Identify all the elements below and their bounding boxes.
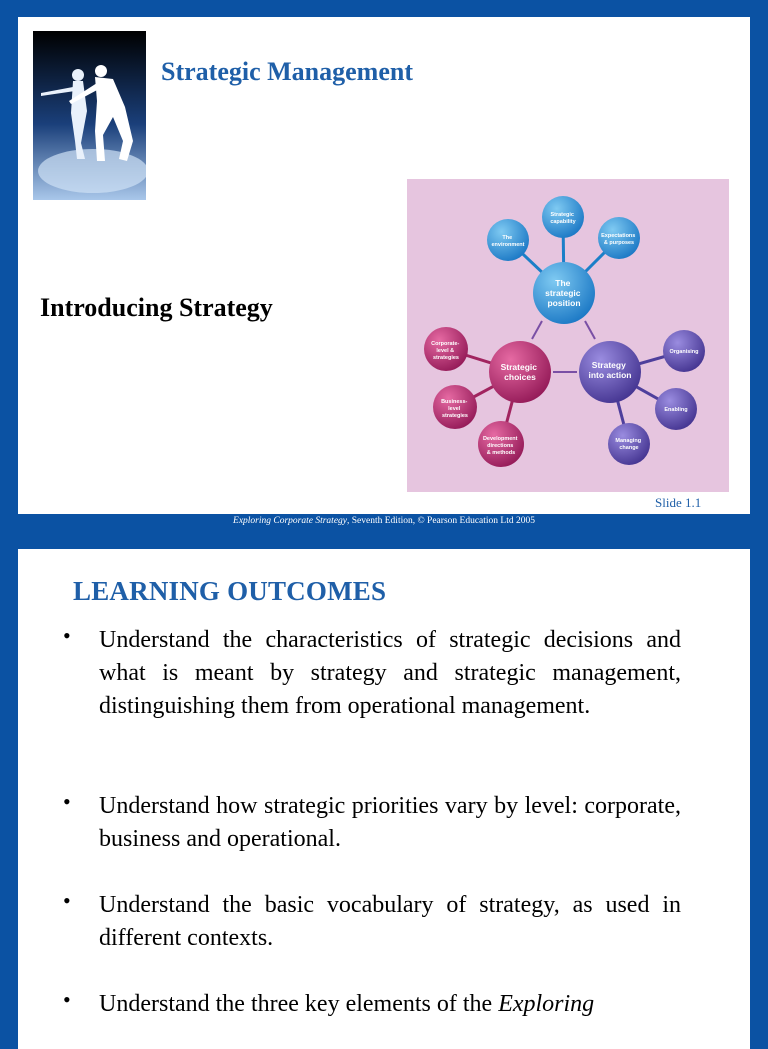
node-enabling: Enabling xyxy=(664,407,688,413)
node-strategic-capability: Strategic capability xyxy=(550,212,576,225)
bullet-text: Understand the three key elements of the Exploring xyxy=(99,991,595,1017)
node-organising: Organising xyxy=(669,349,699,355)
presentation-title: Strategic Management xyxy=(161,57,413,86)
node-strategic-choices: Strategic choices xyxy=(500,362,537,382)
bullet-marker: • xyxy=(63,623,71,648)
footer-edition-text: , Seventh Edition, © Pearson Education Ltd 2005 xyxy=(347,516,535,526)
bullet-text: Understand how strategic priorities vary by level: corporate, business and operational. xyxy=(99,793,681,852)
slide-1 xyxy=(18,17,750,514)
node-the-environment: The environment xyxy=(491,235,525,248)
node-expectations-purposes: Expectations & purposes xyxy=(601,233,636,246)
strategy-model-diagram xyxy=(407,179,729,492)
node-strategy-into-action: Strategy into action xyxy=(588,360,632,380)
fencing-photo xyxy=(33,31,146,200)
node-corporate-level: Corporate- level & strategies xyxy=(431,341,460,361)
slide-2 xyxy=(18,549,750,1049)
slide-number: Slide 1.1 xyxy=(655,495,702,510)
node-business-level: Business- level strategies xyxy=(441,399,468,419)
bullet-marker: • xyxy=(63,789,71,814)
bullet-marker: • xyxy=(63,888,71,913)
node-strategic-position: The strategic position xyxy=(545,278,581,308)
learning-outcomes-heading: LEARNING OUTCOMES xyxy=(73,576,387,606)
bullet-text: Understand the basic vocabulary of strategy, as used in different contexts. xyxy=(99,892,681,951)
bullet-marker: • xyxy=(63,987,71,1012)
node-development-directions: Development directions & methods xyxy=(482,436,518,456)
bullet-text: Understand the characteristics of strategic decisions and what is meant by strategy and strategic management, distinguishing them from operational management. xyxy=(99,627,681,719)
footer-book-title: Exploring Corporate Strategy xyxy=(233,516,348,526)
node-managing-change: Managing change xyxy=(615,438,642,451)
copyright-footer xyxy=(0,516,768,526)
slide-subtitle: Introducing Strategy xyxy=(40,293,273,322)
